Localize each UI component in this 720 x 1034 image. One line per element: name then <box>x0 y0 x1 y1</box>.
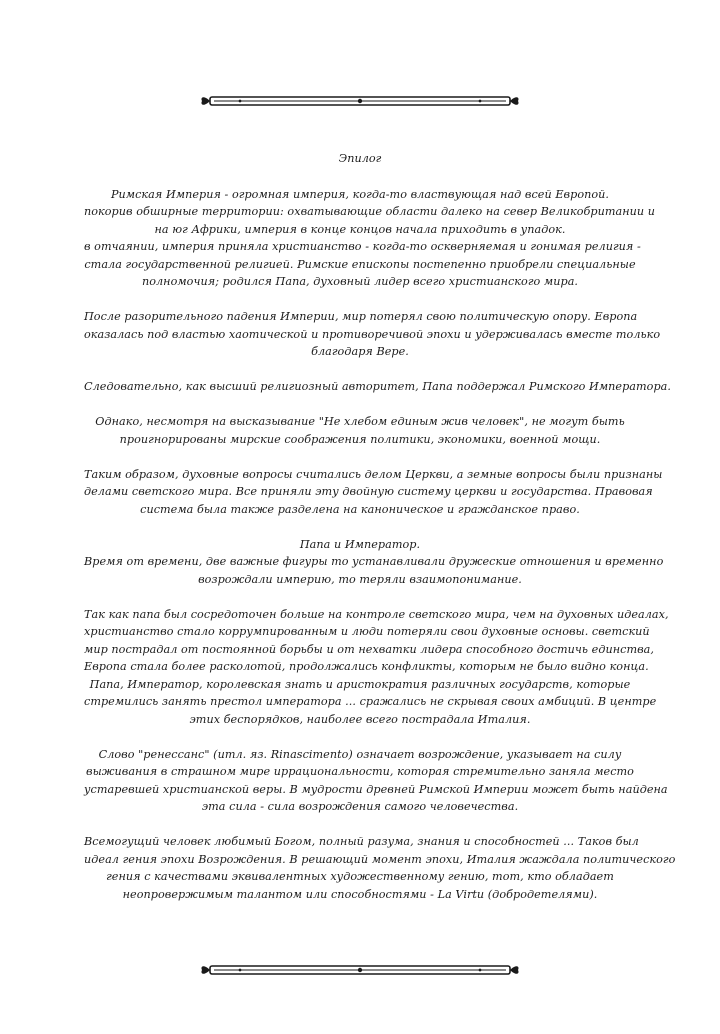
text-line: христианство стало коррумпированным и люди потеряли свои духовные основы. светский <box>84 625 650 638</box>
paragraph-renaissance-meaning <box>84 746 668 816</box>
text-line: Европа стала более расколотой, продолжались конфликты, которым не было видно конца. <box>84 660 649 673</box>
text-line: Так как папа был сосредоточен больше на контроле светского мира, чем на духовных идеалах, <box>84 607 669 621</box>
paragraph-renaissance-genius <box>84 833 676 903</box>
paragraph-not-by-bread-alone <box>84 413 636 448</box>
scroll-ornament-icon <box>200 93 520 109</box>
text-line: идеал гения эпохи Возрождения. В решающий момент эпохи, Италия жаждала политического <box>84 852 676 866</box>
text-line: оказалась под властью хаотической и противоречивой эпохи и удерживалась вместе только <box>84 327 661 341</box>
paragraph-pope-and-emperor <box>84 536 664 589</box>
text-line: в отчаянии, империя приняла христианство - когда-то оскверняемая и гонимая религия - <box>84 240 641 253</box>
text-line: проигнорированы мирские соображения политики, экономики, военной мощи. <box>119 432 601 446</box>
text-line: мир пострадал от постоянной борьбы и от нехватки лидера способного достичь единства, <box>84 642 655 656</box>
scroll-ornament-icon <box>200 962 520 978</box>
text-line: устаревшей христианской веры. В мудрости древней Римской Империи может быть найдена <box>84 782 668 796</box>
text-line: стала государственной религией. Римские епископы постепенно приобрели специальные <box>84 257 636 271</box>
text-line: неопровержимым талантом или способностями - La Virtu (добродетелями). <box>122 887 598 901</box>
text-line: Папа, Император, королевская знать и аристократия различных государств, которые <box>89 677 631 691</box>
text-line: полномочия; родился Папа, духовный лидер всего христианского мира. <box>141 275 579 288</box>
paragraph-fall-of-empire <box>84 308 661 361</box>
text-line: система была также разделена на каноническое и гражданское право. <box>140 502 580 516</box>
epilogue-document <box>84 150 676 921</box>
text-line: Таким образом, духовные вопросы считались делом Церкви, а земные вопросы были признаны <box>84 467 663 481</box>
text-line: гения с качествами эквивалентных художественному гению, тот, кто обладает <box>106 870 614 883</box>
document-title: Эпилог <box>338 152 382 165</box>
text-line: возрождали империю, то теряли взаимопонимание. <box>198 572 522 586</box>
text-line: Римская Империя - огромная империя, когда-то властвующая над всей Европой. <box>110 187 610 201</box>
text-line: После разорительного падения Империи, мир потерял свою политическую опору. Европа <box>84 310 638 323</box>
text-line: на юг Африки, империя в конце концов начала приходить в упадок. <box>154 222 566 236</box>
text-line: покорив обширные территории: охватывающие области далеко на север Великобритании и <box>84 205 656 218</box>
top-ornament-divider <box>200 93 520 109</box>
text-line: Папа и Император. <box>299 537 421 551</box>
text-line: Всемогущий человек любимый Богом, полный разума, знания и способностей ... Таков был <box>84 835 639 848</box>
text-line: благодаря Вере. <box>311 345 409 358</box>
text-line: стремились занять престол императора ... сражались не скрывая своих амбиций. В центре <box>84 695 657 708</box>
paragraph-corruption-and-conflict <box>84 606 669 729</box>
text-line: эта сила - сила возрождения самого человечества. <box>201 800 519 813</box>
text-line: Время от времени, две важные фигуры то устанавливали дружеские отношения и временно <box>84 555 664 568</box>
bottom-ornament-divider <box>200 962 520 978</box>
text-line: выживания в страшном мире иррациональности, которая стремительно заняла место <box>86 765 634 778</box>
text-line: Однако, несмотря на высказывание "Не хлебом единым жив человек", не могут быть <box>95 415 625 428</box>
text-line: Слово "ренессанс" (итл. яз. Rinascimento) означает возрождение, указывает на силу <box>98 747 622 761</box>
text-line: Следовательно, как высший религиозный авторитет, Папа поддержал Римского Императора. <box>84 380 671 393</box>
paragraph-pope-supports-emperor <box>84 378 671 396</box>
paragraph-church-and-state <box>84 466 663 519</box>
text-line: делами светского мира. Все приняли эту двойную систему церкви и государства. Правовая <box>84 485 653 498</box>
text-line: этих беспорядков, наиболее всего пострадала Италия. <box>189 712 531 726</box>
paragraph-roman-empire <box>84 186 656 291</box>
